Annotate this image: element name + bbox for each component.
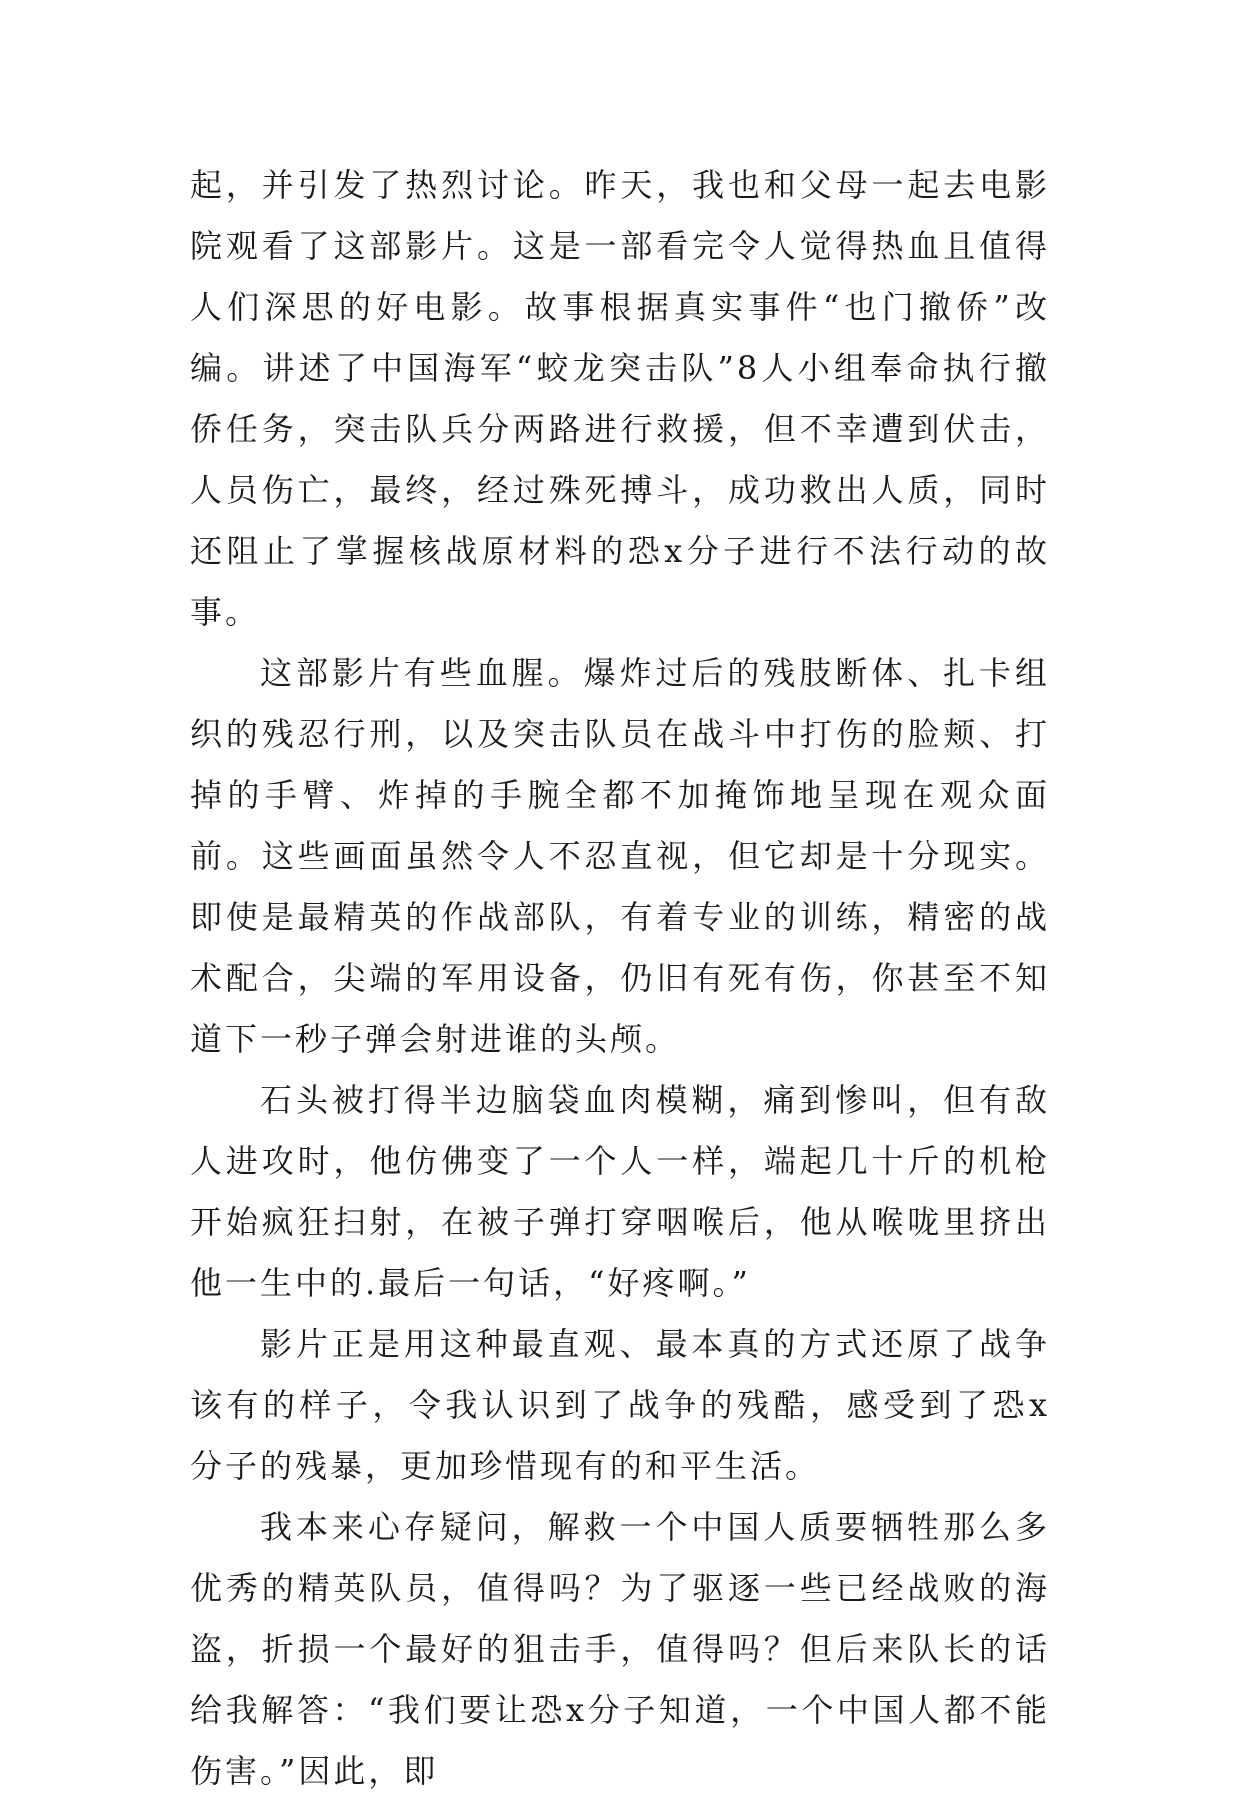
paragraph-3: 石头被打得半边脑袋血肉模糊，痛到惨叫，但有敌人进攻时，他仿佛变了一个人一样，端起几十斤的机枪开始疯狂扫射，在被子弹打穿咽喉后，他从喉咙里挤出他一生中的.最后一句话，“好疼啊。” (190, 1081, 1050, 1302)
paragraph-1: 起，并引发了热烈讨论。昨天，我也和父母一起去电影院观看了这部影片。这是一部看完令人觉得热血且值得人们深思的好电影。故事根据真实事件“也门撤侨”改编。讲述了中国海军“蛟龙突击队”8人小组奉命执行撤侨任务，突击队兵分两路进行救援，但不幸遭到伏击，人员伤亡，最终，经过殊死搏斗，成功救出人质，同时还阻止了掌握核战原材料的恐x分子进行不法行动的故事。 (190, 166, 1050, 631)
paragraph-5: 我本来心存疑问，解救一个中国人质要牺牲那么多优秀的精英队员，值得吗？为了驱逐一些已经战败的海盗，折损一个最好的狙击手，值得吗？但后来队长的话给我解答：“我们要让恐x分子知道，一个中国人都不能伤害。”因此，即 (190, 1508, 1050, 1790)
paragraph-2: 这部影片有些血腥。爆炸过后的残肢断体、扎卡组织的残忍行刑，以及突击队员在战斗中打伤的脸颊、打掉的手臂、炸掉的手腕全都不加掩饰地呈现在观众面前。这些画面虽然令人不忍直视，但它却是十分现实。即使是最精英的作战部队，有着专业的训练，精密的战术配合，尖端的军用设备，仍旧有死有伤，你甚至不知道下一秒子弹会射进谁的头颅。 (190, 654, 1050, 1058)
document-body (190, 155, 1050, 1802)
paragraph-4: 影片正是用这种最直观、最本真的方式还原了战争该有的样子，令我认识到了战争的残酷，感受到了恐x分子的残暴，更加珍惜现有的和平生活。 (190, 1325, 1050, 1485)
